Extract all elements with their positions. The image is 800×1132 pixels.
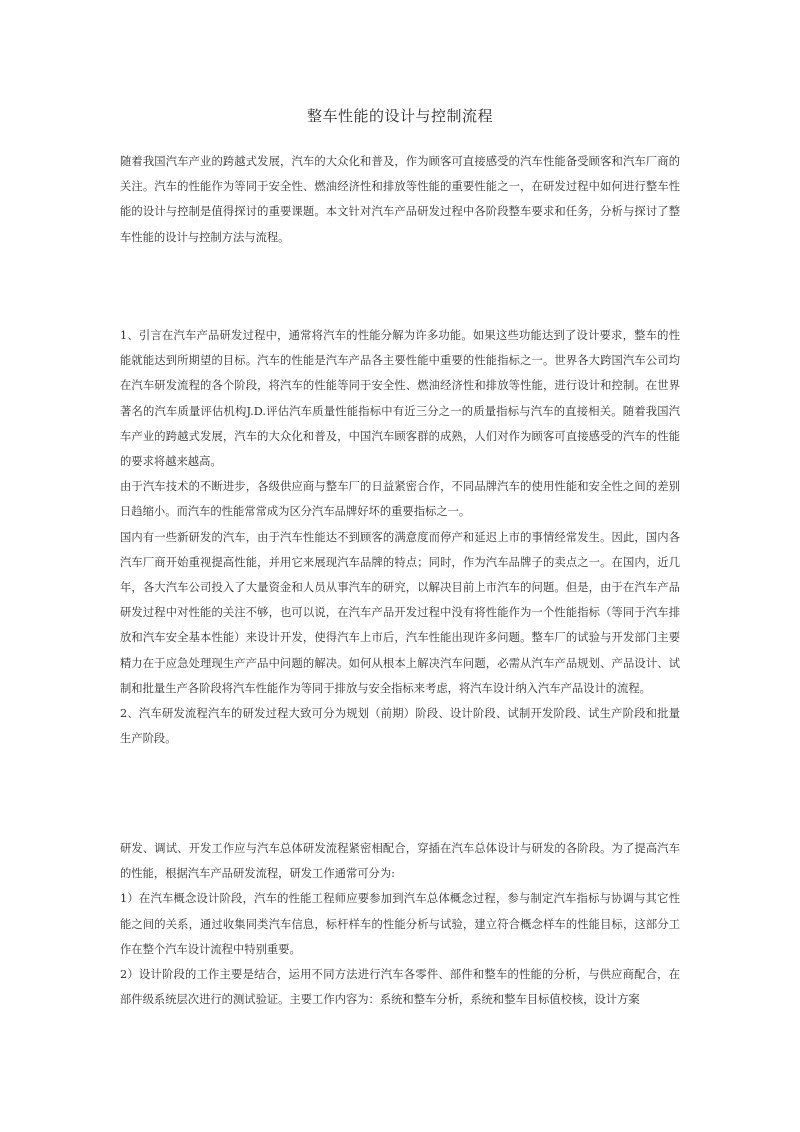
paragraph-introduction: 1、引言在汽车产品研发过程中，通常将汽车的性能分解为许多功能。如果这些功能达到了设计要求，整车的性能就能达到所期望的目标。汽车的性能是汽车产品各主要性能中重要的性能指标之一。世界各大跨国汽车公司均在汽车研发流程的各个阶段，将汽车的性能等同于安全性、燃油经济性和排放等性能，进行设计和控制。在世界著名的汽车质量评估机构J.D.评估汽车质量性能指标中有近三分之一的质量指标与汽车的直接相关。随着我国汽车产业的跨越式发展，汽车的大众化和普及，中国汽车顾客群的成熟，人们对作为顾客可直接感受的汽车的性能的要求将越来越高。 bbox=[120, 329, 680, 469]
paragraph-dev-overview: 研发、调试、开发工作应与汽车总体研发流程紧密相配合，穿插在汽车总体设计与研发的各阶段。为了提高汽车的性能，根据汽车产品研发流程，研发工作通常可分为: bbox=[120, 842, 680, 881]
paragraph-domestic: 国内有一些新研发的汽车，由于汽车性能达不到顾客的满意度而停产和延迟上市的事情经常发生。因此，国内各汽车厂商开始重视提高性能，并用它来展现汽车品牌的特点；同时，作为汽车品牌子的卖点之一。在国内，近几年，各大汽车公司投入了大量资金和人员从事汽车的研究，以解决目前上市汽车的问题。但是，由于在汽车产品研发过程中对性能的关注不够，也可以说，在汽车产品开发过程中没有将性能作为一个性能指标（等同于汽车排放和汽车安全基本性能）来设计开发，使得汽车上市后，汽车性能出现许多问题。整车厂的试验与开发部门主要精力在于应急处理现生产产品中问题的解决。如何从根本上解决汽车问题，必需从汽车产品规划、产品设计、试制和批量生产各阶段将汽车性能作为等同于排放与安全指标来考虑，将汽车设计纳入汽车产品设计的流程。 bbox=[120, 530, 680, 695]
main-section bbox=[120, 323, 680, 751]
paragraph-technology: 由于汽车技术的不断进步，各级供应商与整车厂的日益紧密合作，不同品牌汽车的使用性能和安全性之间的差别日趋缩小。而汽车的性能常常成为区分汽车品牌好坏的重要指标之一。 bbox=[120, 480, 680, 519]
document-title: 整车性能的设计与控制流程 bbox=[306, 107, 493, 125]
development-section bbox=[120, 836, 680, 1012]
paragraph-design-stage: 2）设计阶段的工作主要是结合，运用不同方法进行汽车各零件、部件和整车的性能的分析，与供应商配合，在部件级系统层次进行的测试验证。主要工作内容为：系统和整车分析，系统和整车目标值校核，设计方案 bbox=[120, 968, 680, 1007]
paragraph-concept-stage: 1）在汽车概念设计阶段，汽车的性能工程师应要参加到汽车总体概念过程，参与制定汽车指标与协调与其它性能之间的关系，通过收集同类汽车信息，标杆样车的性能分析与试验，建立符合概念样车的性能目标，这部分工作在整个汽车设计流程中特别重要。 bbox=[120, 892, 680, 956]
intro-section bbox=[120, 149, 680, 250]
paragraph-dev-process: 2、汽车研发流程汽车的研发过程大致可分为规划（前期）阶段、设计阶段、试制开发阶段、试生产阶段和批量生产阶段。 bbox=[120, 707, 680, 746]
intro-paragraph: 随着我国汽车产业的跨越式发展，汽车的大众化和普及，作为顾客可直接感受的汽车性能备受顾客和汽车厂商的关注。汽车的性能作为等同于安全性、燃油经济性和排放等性能的重要性能之一，在研发过程中如何进行整车性能的设计与控制是值得探讨的重要课题。本文针对汽车产品研发过程中各阶段整车要求和任务，分析与探讨了整车性能的设计与控制方法与流程。 bbox=[120, 155, 680, 244]
